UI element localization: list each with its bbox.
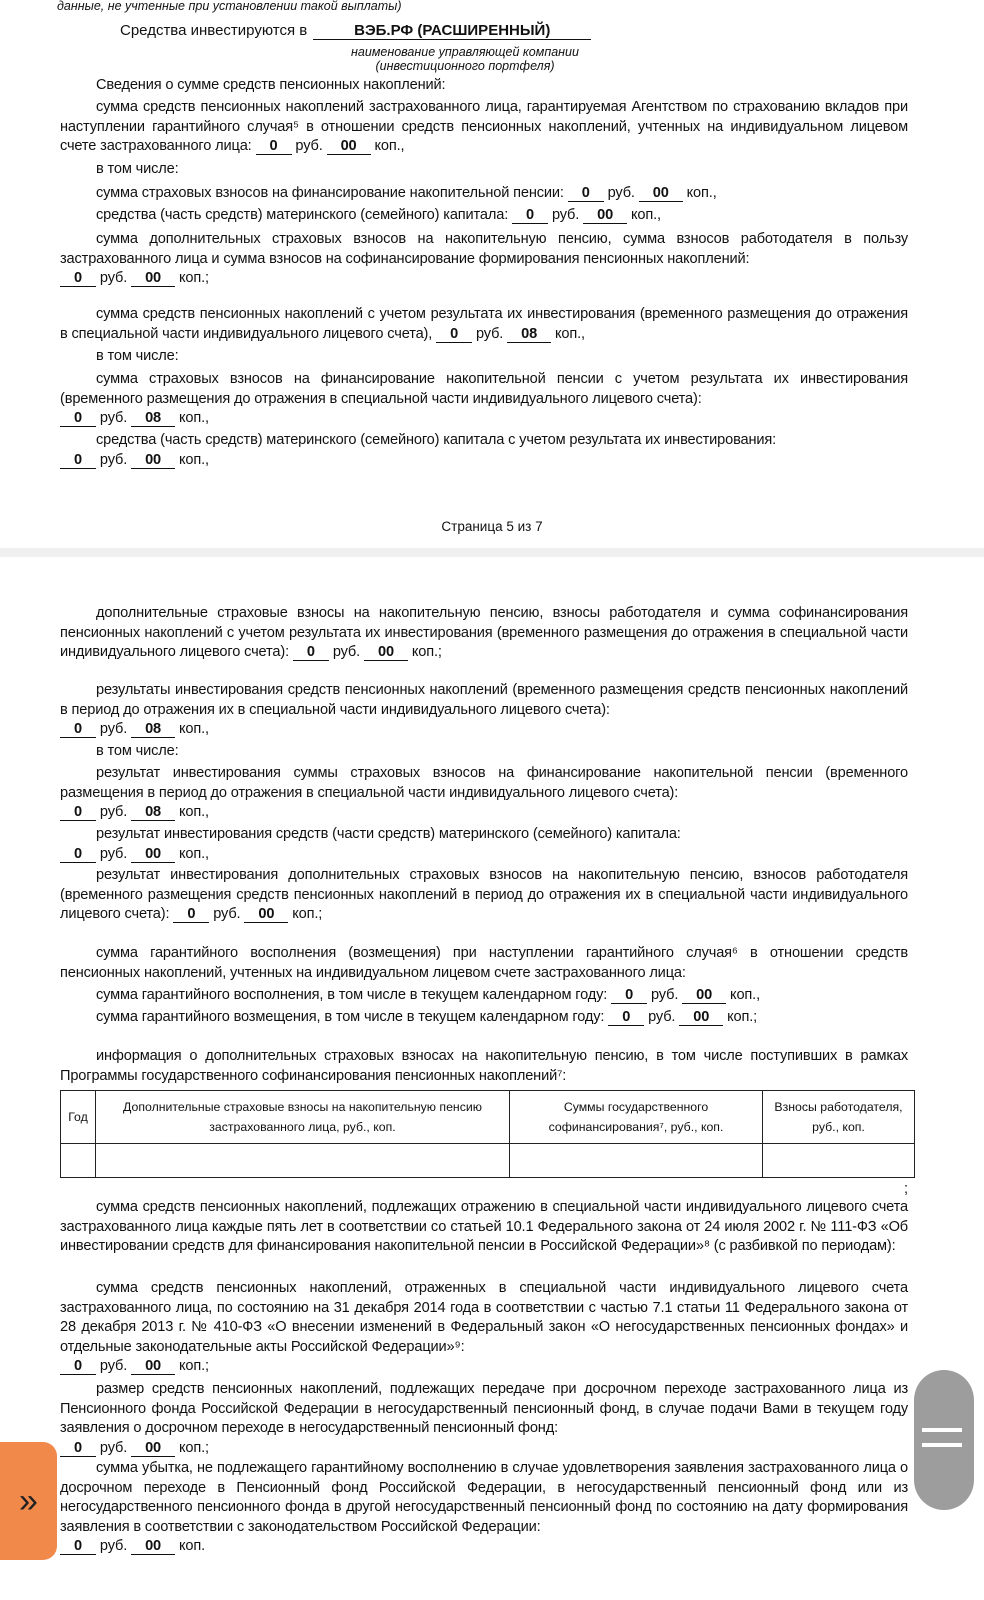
kop-unit: коп.	[727, 1009, 754, 1025]
paragraph	[60, 1198, 908, 1257]
punctuation: ;	[204, 1358, 209, 1375]
rub-value: 0	[60, 847, 96, 863]
punctuation: ,	[204, 721, 209, 738]
kop-unit: коп.	[730, 987, 757, 1003]
paragraph	[60, 742, 908, 762]
amount	[568, 185, 717, 201]
investment-line	[120, 22, 591, 40]
kop-unit: коп.	[374, 138, 401, 155]
paragraph-text: средства (часть средств) материнского (семейного) капитала с учетом результата их инвестирования:	[96, 432, 777, 448]
rub-unit: руб.	[99, 1439, 128, 1456]
double-chevron-right-icon: »	[19, 1481, 38, 1520]
paragraph-text: Сведения о сумме средств пенсионных накоплений:	[96, 77, 446, 93]
kop-unit: коп.	[178, 1439, 205, 1456]
kop-value: 00	[679, 1010, 723, 1026]
paragraph-text: сумма средств пенсионных накоплений, подлежащих отражению в специальной части индивидуального лицевого счета застрахованного лица каждые пять лет в соответствии со статьей 10.1 Федерального закона от 24 июля 2002 г. № 111-ФЗ «Об инвестировании средств для финансирования накопительной пенсии в Российской Федерации»⁸ (с разбивкой по периодам):	[60, 1199, 908, 1255]
kop-value: 00	[131, 1359, 175, 1375]
header-additional: Дополнительные страховые взносы на накопительную пенсию застрахованного лица, руб., коп.	[96, 1091, 510, 1144]
amount	[60, 1357, 908, 1377]
page-separator	[0, 548, 984, 557]
paragraph	[60, 98, 908, 157]
rub-unit: руб.	[648, 1009, 676, 1025]
rub-unit: руб.	[213, 906, 241, 923]
rub-unit: руб.	[99, 804, 128, 821]
kop-unit: коп.	[630, 207, 658, 223]
rub-value: 0	[60, 453, 96, 469]
rub-value: 0	[256, 139, 292, 155]
kop-value: 00	[131, 1441, 175, 1457]
management-company: ВЭБ.РФ (РАСШИРЕННЫЙ)	[313, 22, 591, 40]
rub-value: 0	[60, 722, 96, 738]
amount	[60, 1439, 908, 1459]
amount	[256, 138, 405, 154]
paragraph	[60, 1380, 908, 1458]
menu-handle-icon	[922, 1443, 962, 1447]
amount	[60, 803, 908, 823]
rub-unit: руб.	[475, 325, 504, 342]
paragraph	[60, 206, 908, 226]
investment-label: Средства инвестируются в	[120, 22, 308, 39]
punctuation: ;	[318, 906, 323, 923]
amount	[60, 1537, 908, 1557]
table-end-mark: ;	[904, 1181, 909, 1197]
paragraph-text: информация о дополнительных страховых взносах на накопительную пенсию, в том числе поступивших в рамках Программы государственного софинансирования пенсионных накоплений⁷:	[60, 1048, 908, 1084]
paragraph	[60, 431, 908, 470]
page-number: Страница 5 из 7	[441, 519, 543, 534]
rub-unit: руб.	[551, 207, 580, 223]
paragraph	[60, 230, 908, 289]
paragraph	[60, 986, 908, 1006]
kop-value: 00	[131, 271, 175, 287]
kop-value: 00	[131, 1539, 175, 1555]
kop-unit: коп.	[178, 1358, 205, 1375]
amount	[60, 720, 908, 740]
paragraph-text: сумма убытка, не подлежащего гарантийному восполнению в случае удовлетворения заявления застрахованного лица о досрочном переходе в Пенсионный фонд Российской Федерации, в негосударственный пенсионный фонд или из негосударственного пенсионного фонда в другой негосударственный пенсионный фонд по состоянию на дату формирования заявления в соответствии с законодательством Российской Федерации:	[60, 1460, 908, 1535]
kop-unit: коп.	[178, 721, 205, 738]
rub-unit: руб.	[99, 270, 128, 287]
rub-value: 0	[608, 1010, 644, 1026]
kop-unit: коп.	[686, 185, 713, 201]
rub-value: 0	[611, 988, 647, 1004]
paragraph-text: дополнительные страховые взносы на накопительную пенсию, взносы работодателя и сумма софинансирования пенсионных накоплений с учетом результата их инвестирования (временного размещения до отражения в специальной части индивидуального лицевого счета):	[60, 605, 908, 661]
amount	[293, 644, 442, 660]
rub-unit: руб.	[99, 1358, 128, 1375]
kop-value: 00	[364, 645, 408, 661]
paragraph-text: сумма дополнительных страховых взносов на накопительную пенсию, сумма взносов работодателя в пользу застрахованного лица и сумма взносов на софинансирование формирования пенсионных накоплений:	[60, 231, 908, 267]
rub-value: 0	[60, 411, 96, 427]
paragraph-text: результат инвестирования средств (части средств) материнского (семейного) капитала:	[96, 826, 681, 842]
paragraph-text: в том числе:	[96, 348, 179, 364]
punctuation: ,	[204, 410, 209, 427]
kop-value: 00	[131, 847, 175, 863]
paragraph	[60, 944, 908, 983]
table-cell	[763, 1144, 915, 1178]
kop-value: 08	[131, 722, 175, 738]
punctuation: ;	[437, 644, 442, 661]
rub-value: 0	[60, 1539, 96, 1555]
scroll-handle[interactable]	[914, 1370, 974, 1510]
rub-value: 0	[173, 907, 209, 923]
paragraph-text: средства (часть средств) материнского (семейного) капитала:	[96, 207, 509, 223]
caption-line: наименование управляющей компании	[351, 45, 579, 59]
paragraph	[60, 825, 908, 864]
paragraph	[60, 1008, 908, 1028]
kop-unit: коп.	[178, 1538, 205, 1555]
punctuation: ,	[204, 451, 209, 468]
paragraph-text: размер средств пенсионных накоплений, подлежащих передаче при досрочном переходе застрахованного лица из Пенсионного фонда Российской Федерации в негосударственный пенсионный фонд, в случае подачи Вами в текущем году заявления о досрочном переходе в негосударственный пенсионный фонд:	[60, 1381, 908, 1437]
header-year: Год	[61, 1091, 96, 1144]
paragraph-text: сумма гарантийного возмещения, в том числе в текущем календарном году:	[96, 1009, 605, 1025]
kop-value: 00	[327, 139, 371, 155]
amount	[436, 326, 585, 342]
rub-unit: руб.	[651, 987, 679, 1003]
rub-unit: руб.	[99, 1538, 128, 1555]
amount	[608, 1009, 757, 1025]
punctuation: ,	[657, 207, 661, 223]
paragraph	[60, 866, 908, 925]
paragraph-text: сумма страховых взносов на финансирование накопительной пенсии с учетом результата их инвестирования (временного размещения до отражения в специальной части индивидуального лицевого счета):	[60, 371, 908, 407]
table-cell	[96, 1144, 510, 1178]
paragraph	[60, 1279, 908, 1377]
kop-value: 00	[639, 186, 683, 202]
paragraph-text: в том числе:	[96, 743, 179, 759]
paragraph	[60, 1459, 908, 1557]
rub-value: 0	[60, 1359, 96, 1375]
amount	[60, 451, 908, 471]
rub-value: 0	[436, 327, 472, 343]
header-employer: Взносы работодателя, руб., коп.	[763, 1091, 915, 1144]
paragraph-text: результаты инвестирования средств пенсионных накоплений (временного размещения средств пенсионных накоплений в период до отражения их в специальной части индивидуального лицевого счета):	[60, 682, 908, 718]
caption-line: (инвестиционного портфеля)	[375, 59, 555, 73]
punctuation: ,	[581, 325, 585, 342]
punctuation: ;	[204, 1439, 209, 1456]
contributions-table	[60, 1090, 915, 1178]
paragraph-text: в том числе:	[96, 161, 179, 177]
company-caption	[330, 45, 600, 73]
rub-unit: руб.	[99, 845, 128, 862]
paragraph	[60, 76, 908, 96]
amount	[611, 987, 760, 1003]
paragraph-text: сумма страховых взносов на финансирование накопительной пенсии:	[96, 185, 564, 201]
kop-value: 08	[507, 327, 551, 343]
kop-unit: коп.	[178, 451, 205, 468]
kop-unit: коп.	[178, 804, 205, 821]
rub-unit: руб.	[99, 451, 128, 468]
paragraph	[60, 370, 908, 429]
header-cofinancing: Суммы государственного софинансирования⁷, руб., коп.	[510, 1091, 763, 1144]
amount	[512, 207, 661, 223]
menu-handle-icon	[922, 1428, 962, 1432]
kop-value: 00	[583, 208, 627, 224]
table-row	[61, 1144, 915, 1178]
punctuation: ;	[204, 270, 209, 287]
kop-value: 00	[244, 907, 288, 923]
top-note: данные, не учтенные при установлении такой выплаты)	[57, 0, 402, 13]
paragraph	[60, 681, 908, 740]
kop-value: 00	[682, 988, 726, 1004]
amount	[60, 845, 908, 865]
paragraph	[60, 764, 908, 823]
punctuation: ,	[204, 845, 209, 862]
amount	[60, 269, 908, 289]
paragraph	[60, 160, 908, 180]
rub-value: 0	[60, 1441, 96, 1457]
punctuation: ,	[756, 987, 760, 1003]
rub-value: 0	[512, 208, 548, 224]
rub-value: 0	[60, 805, 96, 821]
table-header-row	[61, 1091, 915, 1144]
kop-unit: коп.	[411, 644, 438, 661]
kop-unit: коп.	[178, 845, 205, 862]
kop-value: 00	[131, 453, 175, 469]
kop-unit: коп.	[292, 906, 319, 923]
rub-unit: руб.	[99, 721, 128, 738]
kop-unit: коп.	[555, 325, 582, 342]
punctuation: ,	[204, 804, 209, 821]
kop-unit: коп.	[178, 410, 205, 427]
paragraph	[60, 1047, 908, 1086]
rub-unit: руб.	[607, 185, 635, 201]
kop-value: 08	[131, 411, 175, 427]
table-cell	[61, 1144, 96, 1178]
amount	[60, 409, 908, 429]
punctuation: ,	[712, 185, 717, 201]
paragraph	[60, 347, 908, 367]
paragraph-text: сумма гарантийного восполнения (возмещения) при наступлении гарантийного случая⁶ в отношении средств пенсионных накоплений, учтенных на индивидуальном лицевом счете застрахованного лица:	[60, 945, 908, 981]
side-panel-toggle[interactable]	[0, 1442, 57, 1560]
rub-value: 0	[60, 271, 96, 287]
punctuation: ,	[400, 138, 405, 155]
paragraph-text: сумма гарантийного восполнения, в том числе в текущем календарном году:	[96, 987, 608, 1003]
rub-value: 0	[293, 645, 329, 661]
paragraph	[60, 604, 908, 663]
rub-value: 0	[568, 186, 604, 202]
rub-unit: руб.	[332, 644, 361, 661]
rub-unit: руб.	[99, 410, 128, 427]
punctuation: ;	[753, 1009, 758, 1025]
rub-unit: руб.	[295, 138, 323, 155]
kop-unit: коп.	[178, 270, 205, 287]
paragraph-text: сумма средств пенсионных накоплений застрахованного лица, гарантируемая Агентством по страхованию вкладов при наступлении гарантийного случая⁵ в отношении средств пенсионных накоплений, учтенных на индивидуальном лицевом счете застрахованного лица:	[60, 99, 908, 155]
paragraph-text: результат инвестирования дополнительных страховых взносов на накопительную пенсию, взносов работодателя (временного размещения средств пенсионных накоплений в период до отражения их в специальной части индивидуального лицевого счета):	[60, 867, 908, 923]
amount	[173, 906, 322, 922]
paragraph-text: результат инвестирования суммы страховых взносов на финансирование накопительной пенсии (временного размещения в период до отражения в специальной части индивидуального лицевого счета):	[60, 765, 908, 801]
paragraph-text: сумма средств пенсионных накоплений, отраженных в специальной части индивидуального лицевого счета застрахованного лица, по состоянию на 31 декабря 2014 года в соответствии с частью 7.1 статьи 11 Федерального закона от 28 декабря 2013 г. № 410-ФЗ «О внесении изменений в Федеральный закон «О негосударственных пенсионных фондах» и отдельные законодательные акты Российской Федерации»⁹:	[60, 1280, 908, 1355]
paragraph-text: сумма средств пенсионных накоплений с учетом результата их инвестирования (временного размещения до отражения в специальной части индивидуального лицевого счета),	[60, 306, 908, 342]
kop-value: 08	[131, 805, 175, 821]
paragraph	[60, 184, 908, 204]
paragraph	[60, 305, 908, 344]
table-cell	[510, 1144, 763, 1178]
